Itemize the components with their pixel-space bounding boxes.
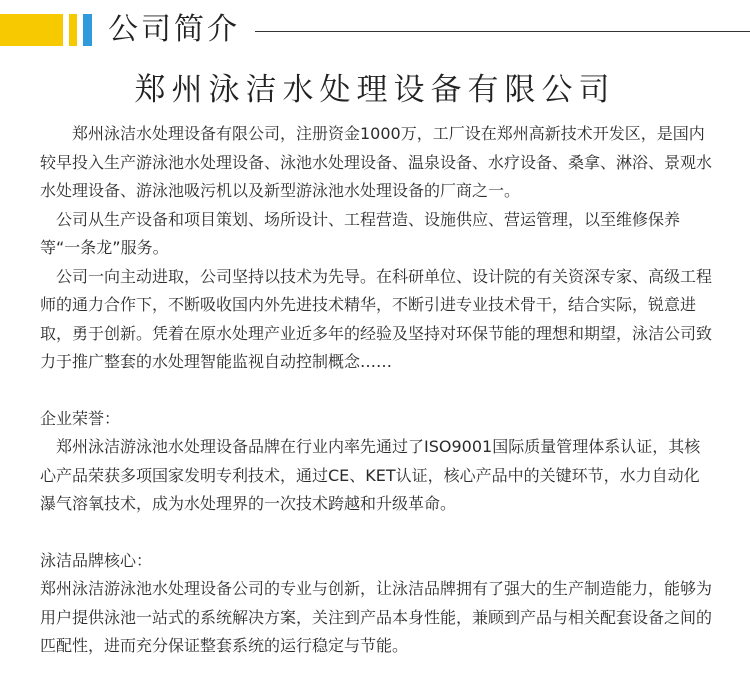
- spacer: [40, 519, 712, 547]
- section-header: [0, 0, 750, 60]
- honors-heading: 企业荣誉：: [40, 408, 121, 428]
- yellow-accent-stripe: [69, 14, 77, 46]
- header-divider: [255, 31, 750, 32]
- article-body: [40, 120, 712, 661]
- brand-core-heading: 泳洁品牌核心：: [40, 550, 153, 570]
- honors-paragraph: 郑州泳洁游泳池水处理设备品牌在行业内率先通过了ISO9001国际质量管理体系认证，其核心产品荣获多项国家发明专利技术，通过CE、KET认证，核心产品中的关键环节，水力自动化瀑气溶氧技术，成为水处理界的一次技术跨越和升级革命。: [40, 437, 701, 513]
- intro-paragraph-1: 郑州泳洁水处理设备有限公司，注册资金1000万，工厂设在郑州高新技术开发区，是国内较早投入生产游泳池水处理设备、泳池水处理设备、温泉设备、水疗设备、桑拿、淋浴、景观水水处理设备、游泳池吸污机以及新型游泳池水处理设备的厂商之一。: [40, 124, 713, 200]
- intro-paragraph-3: 公司一向主动进取，公司坚持以技术为先导。在科研单位、设计院的有关资深专家、高级工程师的通力合作下，不断吸收国内外先进技术精华，不断引进专业技术骨干，结合实际，锐意进取，勇于创新。凭着在原水处理产业近多年的经验及坚持对环保节能的理想和期望，泳洁公司致力于推广整套的水处理智能监视自动控制概念……: [40, 266, 713, 371]
- intro-paragraph-2: 公司从生产设备和项目策划、场所设计、工程营造、设施供应、营运管理，以至维修保养等“一条龙”服务。: [40, 209, 681, 257]
- yellow-accent-bar: [0, 14, 63, 46]
- company-name-heading: 郑州泳洁水处理设备有限公司: [134, 72, 616, 108]
- blue-accent-stripe: [83, 14, 92, 46]
- spacer: [40, 377, 712, 405]
- brand-core-paragraph: 郑州泳洁游泳池水处理设备公司的专业与创新，让泳洁品牌拥有了强大的生产制造能力，能够为用户提供泳池一站式的系统解决方案，关注到产品本身性能，兼顾到产品与相关配套设备之间的匹配性，进而充分保证整套系统的运行稳定与节能。: [40, 579, 713, 655]
- section-title: 公司简介: [108, 12, 240, 47]
